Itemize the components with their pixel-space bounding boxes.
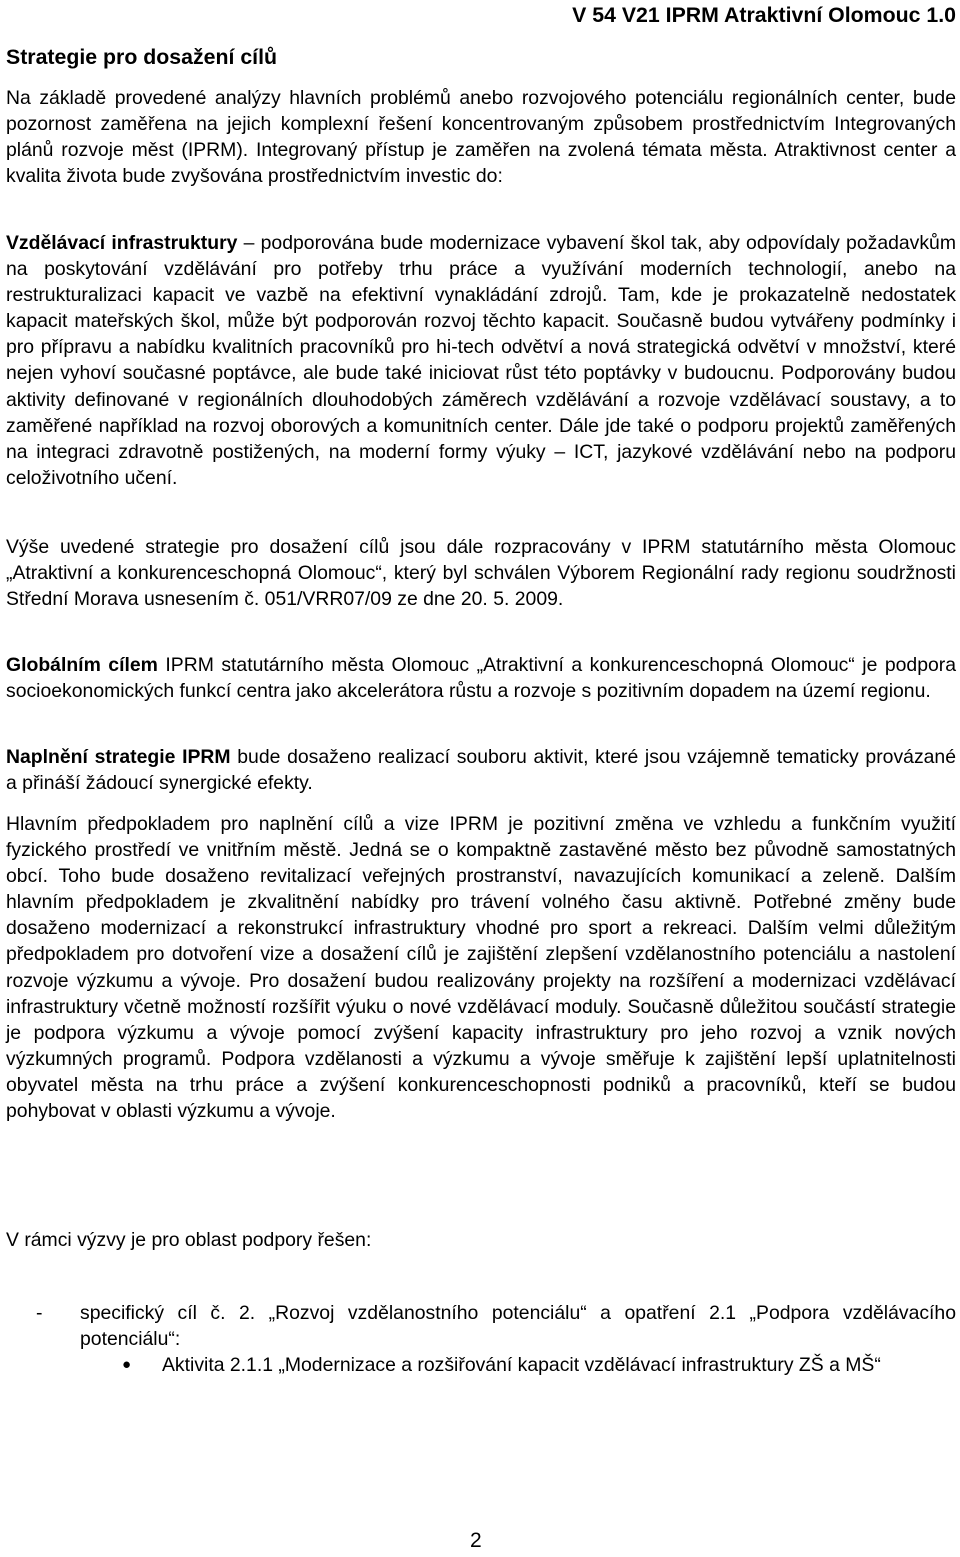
sub-list-item xyxy=(6,1352,956,1378)
paragraph-body: IPRM statutárního města Olomouc „Atraktivní a konkurenceschopná Olomouc“ je podpora socioekonomických funkcí centra jako akcelerátora růstu a rozvoje s pozitivním dopadem na území regionu. xyxy=(6,654,957,703)
paragraph-intro: Na základě provedené analýzy hlavních problémů anebo rozvojového potenciálu regionálních center, bude pozornost zaměřena na jejich komplexní řešení koncentrovaným způsobem prostřednictvím Integrovaných plánů rozvoje měst (IPRM). Integrovaný přístup je zaměřen na zvolená témata města. Atraktivnost center a kvalita života bude zvyšována prostřednictvím investic do: xyxy=(6,87,956,188)
document-id-header: V 54 V21 IPRM Atraktivní Olomouc 1.0 xyxy=(572,3,956,27)
sub-list-item-text: Aktivita 2.1.1 „Modernizace a rozšiřování kapacit vzdělávací infrastruktury ZŠ a MŠ“ xyxy=(162,1354,881,1377)
paragraph-strategy-fulfilment xyxy=(6,744,956,796)
paragraph-body: – podporována bude modernizace vybavení škol tak, aby odpovídaly požadavkům na poskytování vzdělávání pro potřeby trhu práce a využívání moderních technologií, anebo na restrukturalizaci kapacit ve vazbě na efektivní vynakládání zdrojů. Tam, kde je prokazatelně nedostatek kapacit mateřských škol, může být podporován rozvoj těchto kapacit. Současně budou vytvářeny podmínky i pro přípravu a nabídku kvalitních pracovníků pro hi-tech odvětví a nová strategická odvětví v množství, které nejen vyhoví současné poptávce, ale bude také iniciovat růst této poptávky v budoucnu. Podporovány budou aktivity definované v regionálních dlouhodobých záměrech vzdělávání a rozvoje vzdělávací soustavy, a to zaměřené například na rozvoj oborových a komunitních center. Dále jde také o podporu projektů zaměřených na integraci zdravotně postižených, na moderní formy výuky – ICT, jazykové vzdělávání nebo na podporu celoživotního učení. xyxy=(6,232,956,489)
paragraph-lead-bold: Vzdělávací infrastruktury xyxy=(6,232,238,254)
paragraph-iprm-approval: Výše uvedené strategie pro dosažení cílů jsou dále rozpracovány v IPRM statutárního města Olomouc „Atraktivní a konkurenceschopná Olomouc“, který byl schválen Výborem Regionální rady regionu soudržnosti Střední Morava usnesením č. 051/VRR07/09 ze dne 20. 5. 2009. xyxy=(6,536,956,611)
dash-marker: - xyxy=(36,1302,43,1324)
paragraph-body: bude dosaženo realizací souboru aktivit, které jsou vzájemně tematicky provázané a přináší žádoucí synergické efekty. xyxy=(6,746,956,795)
page-number: 2 xyxy=(470,1529,482,1552)
paragraph-main-assumption: Hlavním předpokladem pro naplnění cílů a vize IPRM je pozitivní změna ve vzhledu a funkčním využití fyzického prostředí ve vnitřním městě. Jedná se o kompaktně zastavěné město bez původně samostatných obcí. Toho bude dosaženo revitalizací veřejných prostranství, navazujících komunikací a zeleně. Dalším hlavním předpokladem je zkvalitnění nabídky pro trávení volného času aktivně. Potřebné změny bude dosaženo modernizací a rekonstrukcí infrastruktury vhodné pro sport a rekreaci. Dalším velmi důležitým předpokladem pro dotvoření vize a dosažení cílů je zajištění zlepšení vzdělanostního potenciálu a nastolení rozvoje výzkumu a vývoje. Pro dosažení budou realizovány projekty na rozšíření a modernizaci vzdělávací infrastruktury včetně možností rozšířit výuku o nové vzdělávací moduly. Současně důležitou součástí strategie je podpora výzkumu a vývoje pomocí zvýšení kapacity infrastruktury pro jeho rozvoj a vznik nových výzkumných programů. Podpora vzdělanosti a výzkumu a vývoje směřuje k zajištění lepší uplatnitelnosti obyvatel města na trhu práce a zvýšení konkurenceschopnosti podniků a pracovníků, kteří se budou pohybovat v oblasti výzkumu a vývoje. xyxy=(6,813,956,1123)
paragraph-call-scope: V rámci výzvy je pro oblast podpory řešen: xyxy=(6,1229,372,1251)
list-item-text: specifický cíl č. 2. „Rozvoj vzdělanostního potenciálu“ a opatření 2.1 „Podpora vzdělávacího potenciálu“: xyxy=(80,1302,956,1351)
paragraph-lead-bold: Naplnění strategie IPRM xyxy=(6,746,231,768)
paragraph-lead-bold: Globálním cílem xyxy=(6,654,158,676)
paragraph-education-infrastructure xyxy=(6,230,956,491)
list-item xyxy=(6,1300,956,1352)
bullet-icon: ● xyxy=(122,1356,132,1374)
section-heading: Strategie pro dosažení cílů xyxy=(6,45,278,69)
paragraph-global-goal xyxy=(6,652,956,704)
support-list xyxy=(6,1300,956,1378)
